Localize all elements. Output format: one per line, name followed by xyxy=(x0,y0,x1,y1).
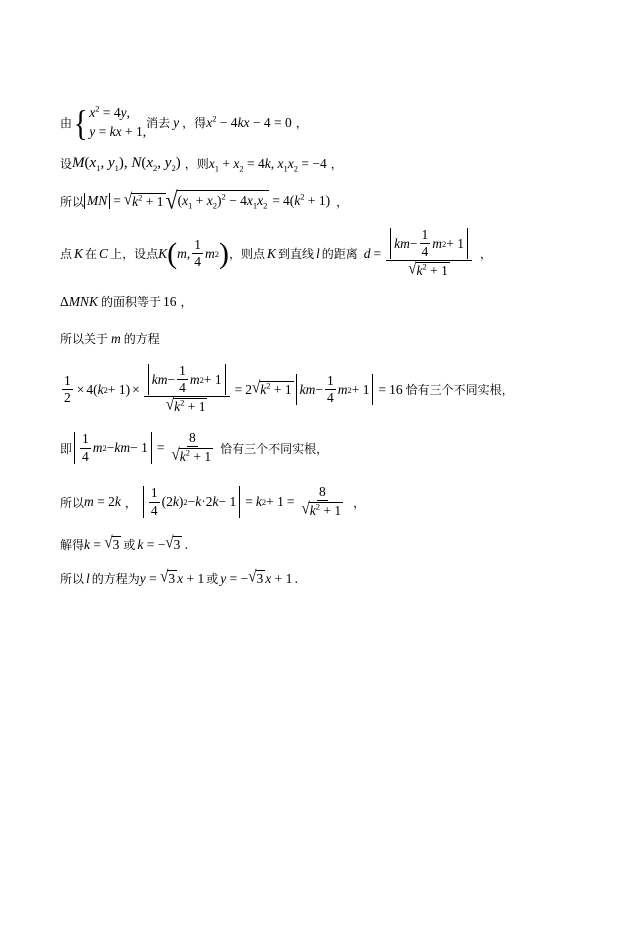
var-k-point: K xyxy=(74,245,84,261)
text-to-line: 到直线 xyxy=(278,247,315,262)
text-comma-mid: ， xyxy=(124,495,137,510)
text-period: . xyxy=(184,537,189,552)
line-eq-2: y = − √ 3 x + 1 xyxy=(220,568,293,587)
text-so-3: 所以 xyxy=(60,572,85,586)
system-eq-1: $x^2 = 4y$, xyxy=(89,103,131,120)
text-so-2: 所以 xyxy=(60,495,85,510)
solution-line-2 xyxy=(60,155,343,172)
text-three-roots: 恰有三个不同实根， xyxy=(405,383,514,398)
text-point: 点 xyxy=(60,247,73,262)
solution-line-5 xyxy=(60,293,192,310)
value-16: 16 xyxy=(162,293,177,309)
abs-equation: $\frac{1}{4}$ m 2 − km − 1 = 8 √ $k^2 + 1$ xyxy=(72,431,217,465)
text-three-roots-2: 恰有三个不同实根， xyxy=(220,441,329,456)
k-equation: $\frac{1}{4}$ (2 k ) 2 − k ·2 k − 1 = k 2 + 1 = 8 √ $k^2 + 1$ xyxy=(141,485,347,519)
text-then: ，则 xyxy=(184,157,209,171)
solution-line-1 xyxy=(60,104,308,142)
text-equation-is: 的方程为 xyxy=(91,572,140,586)
solution-line-7 xyxy=(60,364,514,415)
text-you: 由 xyxy=(60,116,73,131)
text-so: 所以 xyxy=(60,194,85,209)
text-namely: 即 xyxy=(60,441,73,456)
text-let-point: 上，设点 xyxy=(110,247,159,262)
area-equation: $\frac{1}{2}$ × 4( k 2 + 1) × km − $\frac{1}{4}$ m 2 + 1 √ $k^2 + 1$ = 2 √ $k^2 + 1$ km − $\frac{1}{4}$ m 2 + 1 = 16 xyxy=(64,363,403,415)
quadratic-eq: $x^2 - 4kx - 4 = 0$ xyxy=(206,113,292,130)
triangle-mnk: ΔMNK xyxy=(60,293,98,309)
solution-line-9 xyxy=(60,485,365,519)
text-then-point: ，则点 xyxy=(228,247,265,262)
var-k-point-2: K xyxy=(266,245,276,261)
text-comma: ， xyxy=(480,247,493,262)
equation-system: { $x^2 = 4y$, y = kx + 1, xyxy=(73,102,147,143)
k-sqrt3: k = √ 3 xyxy=(84,534,120,553)
text-let: 设 xyxy=(60,157,73,171)
text-comma: ， xyxy=(180,295,193,309)
var-c: C xyxy=(99,245,109,261)
text-comma: ， xyxy=(295,116,308,131)
point-k-coords: K ( m , $\frac{1}{4}$ m 2 ) xyxy=(158,236,229,270)
solution-line-4 xyxy=(60,228,492,279)
solution-line-6 xyxy=(60,330,160,347)
text-so-about: 所以关于 xyxy=(60,332,109,346)
var-l-2: l xyxy=(86,570,90,586)
text-equation: 的方程 xyxy=(123,332,160,346)
solution-line-3 xyxy=(60,186,349,215)
chord-length-eq: MN = √ $k^2 + 1$ √ $(x_1 + x_2)^2 - 4x_1x_2$ = $4(k^2 + 1)$ xyxy=(84,190,330,212)
text-solve: 解得 xyxy=(60,538,85,552)
k-neg-sqrt3: k = − √ 3 xyxy=(137,534,181,553)
text-comma: ， xyxy=(330,157,343,171)
var-m: m xyxy=(111,330,121,346)
text-comma: ， xyxy=(353,495,366,510)
text-or-2: 或 xyxy=(206,572,219,586)
var-y: y xyxy=(173,114,180,130)
solution-line-10 xyxy=(60,536,188,553)
solution-line-8 xyxy=(60,431,328,465)
text-area-equals: 的面积等于 xyxy=(100,295,161,309)
vieta-eq: $x_1 + x_2 = 4k$, $x_1x_2 = -4$ xyxy=(208,155,327,174)
text-eliminate: 消去 xyxy=(146,116,171,131)
points-mn: $M(x_1$, $y_1$), $N(x_2$, $y_2$) xyxy=(72,155,181,173)
text-or: 或 xyxy=(123,538,136,552)
var-l: l xyxy=(316,245,320,261)
m-equals-2k: m = 2k xyxy=(84,494,121,509)
text-on: 在 xyxy=(85,247,98,262)
text-comma: ， xyxy=(336,194,349,209)
line-eq-1: y = √ 3 x + 1 xyxy=(139,568,205,587)
text-get: ，得 xyxy=(182,116,207,131)
distance-formula: d = km − $\frac{1}{4}$ m 2 + 1 √ $k^2 + 1$ xyxy=(364,228,474,279)
text-period: . xyxy=(294,571,299,586)
system-eq-2: y = kx + 1, xyxy=(89,123,147,139)
text-distance: 的距离 xyxy=(321,247,358,262)
solution-line-11 xyxy=(60,570,298,587)
